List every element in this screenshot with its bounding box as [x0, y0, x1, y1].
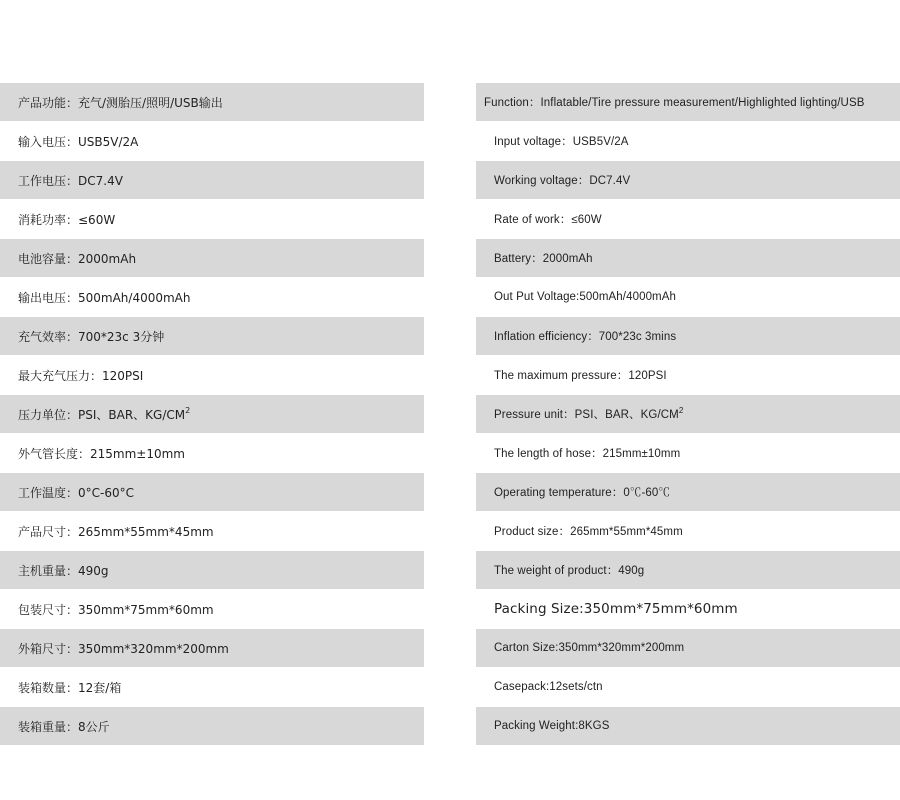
spec-text: 充气效率：700*23c 3分钟 [18, 329, 165, 344]
spec-text: 工作温度：0°C-60°C [18, 485, 134, 500]
spec-row-working-voltage-en [476, 161, 900, 199]
spec-text: Pressure unit：PSI、BAR、KG/CM [494, 409, 679, 421]
spec-text: 装箱数量：12套/箱 [18, 680, 122, 695]
spec-text: Casepack:12sets/ctn [494, 681, 603, 693]
spec-text: Input voltage：USB5V/2A [494, 136, 629, 148]
spec-text: 最大充气压力：120PSI [18, 368, 144, 383]
spec-text: 输入电压：USB5V/2A [18, 134, 139, 149]
spec-text: 电池容量：2000mAh [18, 251, 137, 266]
spec-text: Battery：2000mAh [494, 253, 593, 265]
spec-text: Function：Inflatable/Tire pressure measurement/Highlighted lighting/USB [484, 97, 865, 109]
spec-row-packing-size-cn [0, 590, 424, 628]
superscript: 2 [678, 405, 684, 415]
spec-row-battery-cn [0, 239, 424, 277]
spec-text: 主机重量：490g [18, 563, 109, 578]
spec-row-packing-weight-en [476, 707, 900, 745]
spec-text: Out Put Voltage:500mAh/4000mAh [494, 291, 677, 303]
spec-row-battery-en [476, 239, 900, 277]
spec-row-weight-cn [0, 551, 424, 589]
spec-text: 产品尺寸：265mm*55mm*45mm [18, 524, 214, 539]
spec-row-product-size-en [476, 512, 900, 550]
spec-row-weight-en [476, 551, 900, 589]
spec-row-inflation-efficiency-cn [0, 317, 424, 355]
english-spec-list [476, 83, 900, 746]
spec-row-hose-length-cn [0, 434, 424, 472]
spec-row-carton-size-cn [0, 629, 424, 667]
spec-row-temperature-en [476, 473, 900, 511]
spec-text: 输出电压：500mAh/4000mAh [18, 290, 191, 305]
spec-text: Product size：265mm*55mm*45mm [494, 526, 683, 538]
spec-row-pressure-unit-cn [0, 395, 424, 433]
spec-row-power-en [476, 200, 900, 238]
spec-row-casepack-en [476, 668, 900, 706]
spec-row-function-cn [0, 83, 424, 121]
spec-row-product-size-cn [0, 512, 424, 550]
spec-text: The weight of product：490g [494, 565, 645, 577]
spec-row-max-pressure-cn [0, 356, 424, 394]
spec-row-input-voltage-en [476, 122, 900, 160]
spec-row-casepack-cn [0, 668, 424, 706]
spec-text: 压力单位：PSI、BAR、KG/CM [18, 407, 186, 422]
spec-row-output-voltage-en [476, 278, 900, 316]
spec-text: Carton Size:350mm*320mm*200mm [494, 642, 685, 654]
superscript: 2 [185, 405, 191, 415]
spec-row-function-en [476, 83, 900, 121]
spec-text: Rate of work：≤60W [494, 214, 602, 226]
spec-text: Packing Size:350mm*75mm*60mm [494, 601, 738, 617]
spec-text: 工作电压：DC7.4V [18, 173, 123, 188]
spec-row-carton-size-en [476, 629, 900, 667]
spec-text: Operating temperature：0℃-60℃ [494, 487, 671, 499]
spec-text: 外气管长度：215mm±10mm [18, 446, 185, 461]
spec-text: The length of hose：215mm±10mm [494, 448, 681, 460]
spec-row-packing-size-en [476, 590, 900, 628]
spec-text: Inflation efficiency：700*23c 3mins [494, 331, 677, 343]
chinese-spec-list [0, 83, 424, 746]
spec-row-packing-weight-cn [0, 707, 424, 745]
spec-row-output-voltage-cn [0, 278, 424, 316]
spec-text: 包装尺寸：350mm*75mm*60mm [18, 602, 214, 617]
spec-text: Working voltage：DC7.4V [494, 175, 631, 187]
spec-row-pressure-unit-en [476, 395, 900, 433]
spec-text: 消耗功率：≤60W [18, 212, 116, 227]
spec-row-max-pressure-en [476, 356, 900, 394]
spec-row-power-cn [0, 200, 424, 238]
spec-text: 外箱尺寸：350mm*320mm*200mm [18, 641, 229, 656]
spec-row-hose-length-en [476, 434, 900, 472]
spec-row-working-voltage-cn [0, 161, 424, 199]
spec-row-inflation-efficiency-en [476, 317, 900, 355]
spec-text: The maximum pressure：120PSI [494, 370, 667, 382]
spec-row-temperature-cn [0, 473, 424, 511]
spec-row-input-voltage-cn [0, 122, 424, 160]
spec-text: Packing Weight:8KGS [494, 720, 610, 732]
spec-text: 装箱重量：8公斤 [18, 719, 110, 734]
spec-text: 产品功能：充气/测胎压/照明/USB输出 [18, 95, 223, 110]
